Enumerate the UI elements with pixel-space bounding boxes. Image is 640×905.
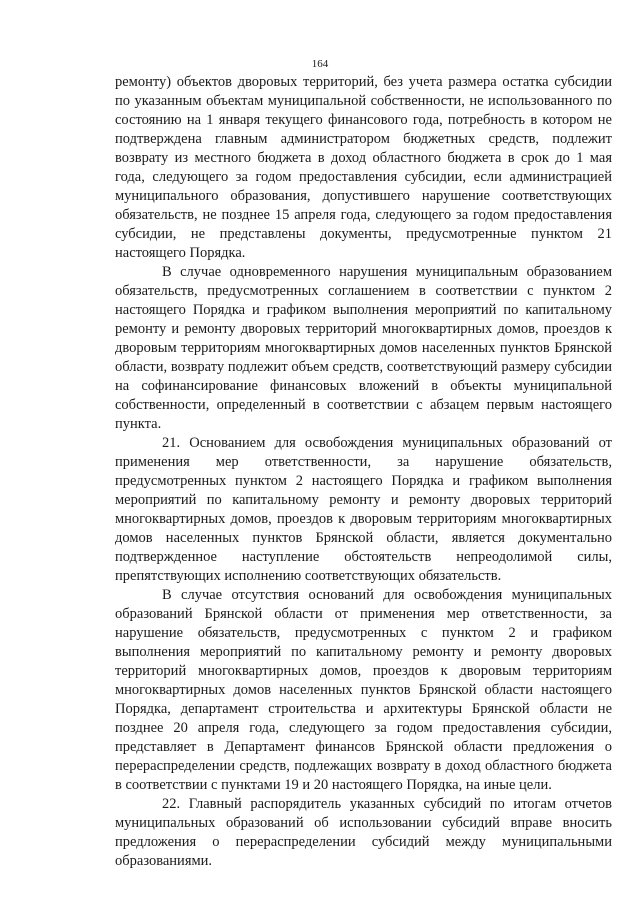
paragraph-clause-22: 22. Главный распорядитель указанных субсидий по итогам отчетов муниципальных образований об использовании субсидий вправе вносить предложения о перераспределении субсидий между муниципальными образованиями. <box>115 796 612 869</box>
document-body <box>115 73 612 871</box>
paragraph-continuation: ремонту) объектов дворовых территорий, без учета размера остатка субсидии по указанным объектам муниципальной собственности, не использованного по состоянию на 1 января текущего финансового года, потребность в котором не подтверждена главным администратором бюджетных средств, подлежит возврату из местного бюджета в доход областного бюджета в срок до 1 мая года, следующего за годом предоставления субсидии, если администрацией муниципального образования, допустившего нарушение соответствующих обязательств, не позднее 15 апреля года, следующего за годом предоставления субсидии, не представлены документы, предусмотренные пунктом 21 настоящего Порядка. <box>115 74 612 261</box>
page-number: 164 <box>311 58 329 70</box>
paragraph-simultaneous-violation: В случае одновременного нарушения муниципальным образованием обязательств, предусмотренных соглашением в соответствии с пунктом 2 настоящего Порядка и графиком выполнения мероприятий по капитальному ремонту и ремонту дворовых территорий многоквартирных домов, проездов к дворовым территориям многоквартирных домов населенных пунктов Брянской области, возврату подлежит объем средств, соответствующий размеру субсидии на софинансирование финансовых вложений в объекты муниципальной собственности, определенный в соответствии с абзацем первым настоящего пункта. <box>115 264 612 432</box>
paragraph-no-grounds: В случае отсутствия оснований для освобождения муниципальных образований Брянской области от применения мер ответственности, за нарушение обязательств, предусмотренных с пунктом 2 и графиком выполнения мероприятий по капитальному ремонту и ремонту дворовых территорий многоквартирных домов, проездов к дворовым территориям многоквартирных домов населенных пунктов Брянской области настоящего Порядка, департамент строительства и архитектуры Брянской области не позднее 20 апреля года, следующего за годом предоставления субсидии, представляет в Департамент финансов Брянской области предложения о перераспределении средств, подлежащих возврату в доход областного бюджета в соответствии с пунктами 19 и 20 настоящего Порядка, на иные цели. <box>115 587 612 793</box>
paragraph-clause-21: 21. Основанием для освобождения муниципальных образований от применения мер ответственности, за нарушение обязательств, предусмотренных пунктом 2 настоящего Порядка и графиком выполнения мероприятий по капитальному ремонту и ремонту дворовых территорий многоквартирных домов, проездов к дворовым территориям многоквартирных домов населенных пунктов Брянской области, является документально подтвержденное наступление обстоятельств непреодолимой силы, препятствующих исполнению соответствующих обязательств. <box>115 435 612 584</box>
